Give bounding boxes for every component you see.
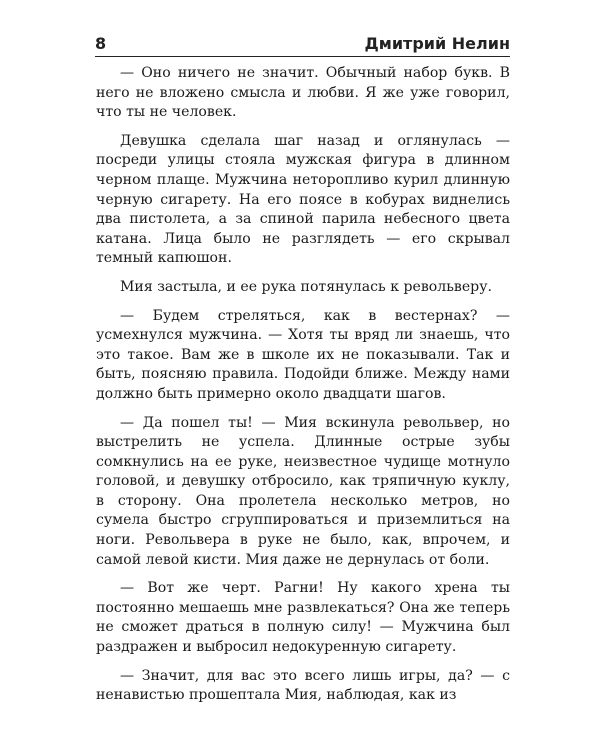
running-header xyxy=(95,34,510,57)
paragraph: — Да пошел ты! — Мия вскинула револьвер, но выстрелить не успела. Длинные острые зубы сомкнулись на ее руке, неизвестное чудище мотнуло головой, и девушку отбросило, как тряпичную куклу, в сторону. Она пролетела несколько метров, но сумела быстро сгруппироваться и приземлиться на ноги. Револьвера в руке не было, как, впрочем, и самой левой кисти. Мия даже не дернулась от боли. xyxy=(96,414,510,568)
paragraph: Девушка сделала шаг назад и оглянулась — посреди улицы стояла мужская фигура в длинном черном плаще. Мужчина неторопливо курил длинную черную сигарету. На его поясе в кобурах виднелись два пистолета, а за спиной парила небесного цвета катана. Лица было не разглядеть — его скрывал темный капюшон. xyxy=(96,132,510,267)
body-text xyxy=(96,64,510,715)
paragraph: — Оно ничего не значит. Обычный набор букв. В него не вложено смысла и любви. Я же уже говорил, что ты не человек. xyxy=(96,65,510,121)
paragraph: — Будем стреляться, как в вестернах? — усмехнулся мужчина. — Хотя ты вряд ли знаешь, что это такое. Вам же в школе их не показывали. Так и быть, поясняю правила. Подойди ближе. Между нами должно быть примерно около двадцати шагов. xyxy=(96,307,510,402)
paragraph: Мия застыла, и ее рука потянулась к револьверу. xyxy=(120,278,492,295)
paragraph: — Вот же черт. Рагни! Ну какого хрена ты постоянно мешаешь мне развлекаться? Она же теперь не сможет драться в полную силу! — Мужчина был раздражен и выбросил недокуренную сигарету. xyxy=(96,580,510,656)
author-name: Дмитрий Нелин xyxy=(364,34,510,53)
page-number: 8 xyxy=(95,34,107,53)
paragraph: — Значит, для вас это всего лишь игры, да? — с ненавистью прошептала Мия, наблюдая, как из xyxy=(96,667,510,704)
